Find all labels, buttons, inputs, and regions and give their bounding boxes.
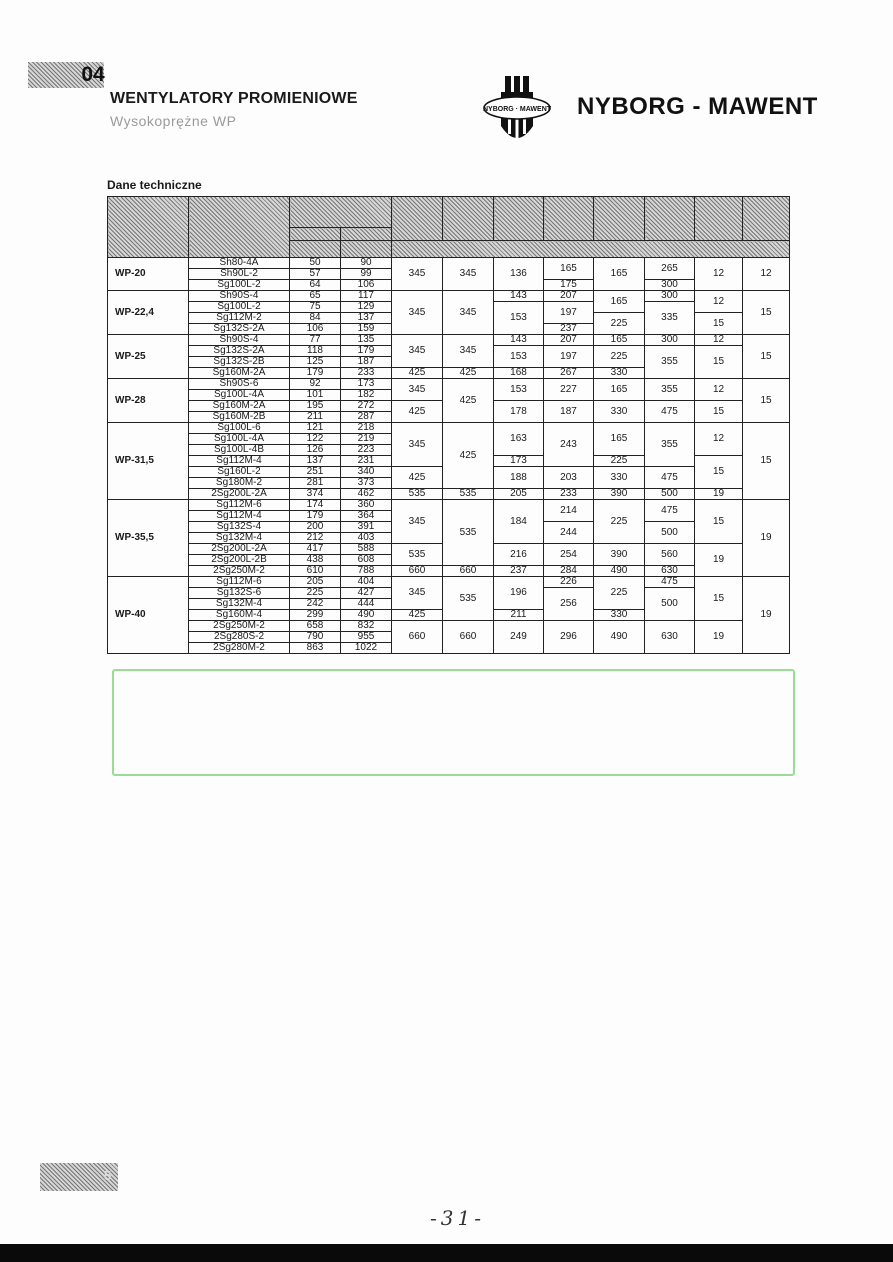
value-cell: 165 bbox=[594, 291, 645, 313]
value-cell: 300 bbox=[645, 280, 695, 291]
value-cell: 205 bbox=[494, 489, 544, 500]
motor-cell: Sg112M-6 bbox=[189, 500, 290, 511]
value-cell: 122 bbox=[290, 434, 341, 445]
header-cell bbox=[290, 241, 341, 258]
value-cell: 284 bbox=[544, 566, 594, 577]
model-cell: WP-25 bbox=[108, 335, 189, 379]
value-cell: 330 bbox=[594, 610, 645, 621]
value-cell: 281 bbox=[290, 478, 341, 489]
value-cell: 374 bbox=[290, 489, 341, 500]
svg-text:NYBORG · MAWENT: NYBORG · MAWENT bbox=[482, 106, 552, 113]
company-logo-icon bbox=[481, 74, 553, 150]
motor-cell: Sh90L-2 bbox=[189, 269, 290, 280]
value-cell: 355 bbox=[645, 423, 695, 467]
value-cell: 153 bbox=[494, 346, 544, 368]
value-cell: 184 bbox=[494, 500, 544, 544]
value-cell: 360 bbox=[341, 500, 392, 511]
value-cell: 212 bbox=[290, 533, 341, 544]
value-cell: 242 bbox=[290, 599, 341, 610]
value-cell: 117 bbox=[341, 291, 392, 302]
value-cell: 345 bbox=[392, 335, 443, 368]
value-cell: 218 bbox=[341, 423, 392, 434]
value-cell: 200 bbox=[290, 522, 341, 533]
value-cell: 159 bbox=[341, 324, 392, 335]
motor-cell: 2Sg200L-2A bbox=[189, 489, 290, 500]
motor-cell: Sh90S-4 bbox=[189, 291, 290, 302]
motor-cell: 2Sg280M-2 bbox=[189, 643, 290, 654]
motor-cell: Sg132S-6 bbox=[189, 588, 290, 599]
value-cell: 57 bbox=[290, 269, 341, 280]
value-cell: 660 bbox=[392, 566, 443, 577]
value-cell: 340 bbox=[341, 467, 392, 478]
model-cell: WP-40 bbox=[108, 577, 189, 654]
value-cell: 15 bbox=[743, 291, 790, 335]
header-cell bbox=[695, 197, 743, 241]
value-cell: 225 bbox=[594, 500, 645, 544]
motor-cell: 2Sg200L-2B bbox=[189, 555, 290, 566]
value-cell: 207 bbox=[544, 335, 594, 346]
value-cell: 660 bbox=[443, 566, 494, 577]
header-cell bbox=[290, 197, 392, 228]
motor-cell: Sg160M-2A bbox=[189, 401, 290, 412]
value-cell: 475 bbox=[645, 500, 695, 522]
value-cell: 99 bbox=[341, 269, 392, 280]
value-cell: 225 bbox=[594, 577, 645, 610]
value-cell: 216 bbox=[494, 544, 544, 566]
motor-cell: Sg132S-2B bbox=[189, 357, 290, 368]
value-cell: 196 bbox=[494, 577, 544, 610]
header-cell bbox=[392, 241, 790, 258]
table-row bbox=[108, 500, 790, 511]
header-cell bbox=[544, 197, 594, 241]
motor-cell: Sg112M-2 bbox=[189, 313, 290, 324]
header-cell bbox=[108, 197, 189, 258]
value-cell: 153 bbox=[494, 302, 544, 335]
value-cell: 427 bbox=[341, 588, 392, 599]
header-cell bbox=[189, 197, 290, 258]
value-cell: 403 bbox=[341, 533, 392, 544]
value-cell: 251 bbox=[290, 467, 341, 478]
value-cell: 12 bbox=[695, 335, 743, 346]
value-cell: 50 bbox=[290, 258, 341, 269]
value-cell: 355 bbox=[645, 346, 695, 379]
value-cell: 225 bbox=[594, 313, 645, 335]
value-cell: 174 bbox=[290, 500, 341, 511]
motor-cell: Sg100L-4A bbox=[189, 434, 290, 445]
value-cell: 267 bbox=[544, 368, 594, 379]
value-cell: 12 bbox=[695, 379, 743, 401]
value-cell: 254 bbox=[544, 544, 594, 566]
value-cell: 64 bbox=[290, 280, 341, 291]
value-cell: 19 bbox=[695, 489, 743, 500]
motor-cell: Sg160L-2 bbox=[189, 467, 290, 478]
scan-edge bbox=[0, 1244, 893, 1262]
header-cell bbox=[290, 228, 341, 241]
value-cell: 15 bbox=[695, 500, 743, 544]
motor-cell: Sg132M-4 bbox=[189, 533, 290, 544]
motor-cell: 2Sg280S-2 bbox=[189, 632, 290, 643]
value-cell: 15 bbox=[695, 577, 743, 621]
value-cell: 237 bbox=[494, 566, 544, 577]
value-cell: 330 bbox=[594, 401, 645, 423]
table-row bbox=[108, 489, 790, 500]
value-cell: 535 bbox=[392, 544, 443, 566]
value-cell: 165 bbox=[594, 423, 645, 456]
value-cell: 244 bbox=[544, 522, 594, 544]
header-cell bbox=[743, 197, 790, 241]
value-cell: 425 bbox=[392, 610, 443, 621]
value-cell: 390 bbox=[594, 489, 645, 500]
header-cell bbox=[443, 197, 494, 241]
value-cell: 225 bbox=[594, 346, 645, 368]
model-cell: WP-31,5 bbox=[108, 423, 189, 500]
motor-cell: Sg112M-4 bbox=[189, 511, 290, 522]
value-cell: 535 bbox=[443, 500, 494, 566]
value-cell: 345 bbox=[392, 258, 443, 291]
value-cell: 355 bbox=[645, 379, 695, 401]
motor-cell: 2Sg250M-2 bbox=[189, 566, 290, 577]
value-cell: 955 bbox=[341, 632, 392, 643]
value-cell: 788 bbox=[341, 566, 392, 577]
value-cell: 121 bbox=[290, 423, 341, 434]
value-cell: 214 bbox=[544, 500, 594, 522]
value-cell: 118 bbox=[290, 346, 341, 357]
value-cell: 345 bbox=[392, 379, 443, 401]
value-cell: 15 bbox=[695, 346, 743, 379]
value-cell: 77 bbox=[290, 335, 341, 346]
value-cell: 173 bbox=[341, 379, 392, 390]
value-cell: 345 bbox=[443, 258, 494, 291]
value-cell: 19 bbox=[695, 544, 743, 577]
value-cell: 233 bbox=[544, 489, 594, 500]
value-cell: 197 bbox=[544, 346, 594, 368]
value-cell: 296 bbox=[544, 621, 594, 654]
table-row bbox=[108, 577, 790, 588]
value-cell: 444 bbox=[341, 599, 392, 610]
value-cell: 490 bbox=[594, 621, 645, 654]
value-cell: 179 bbox=[290, 368, 341, 379]
header-cell bbox=[645, 197, 695, 241]
value-cell: 373 bbox=[341, 478, 392, 489]
value-cell: 560 bbox=[645, 544, 695, 566]
value-cell: 226 bbox=[544, 577, 594, 588]
model-cell: WP-28 bbox=[108, 379, 189, 423]
motor-cell: Sg100L-6 bbox=[189, 423, 290, 434]
value-cell: 535 bbox=[443, 489, 494, 500]
value-cell: 129 bbox=[341, 302, 392, 313]
motor-cell: Sh80-4A bbox=[189, 258, 290, 269]
value-cell: 500 bbox=[645, 522, 695, 544]
value-cell: 330 bbox=[594, 368, 645, 379]
table-row bbox=[108, 291, 790, 302]
value-cell: 364 bbox=[341, 511, 392, 522]
value-cell: 249 bbox=[494, 621, 544, 654]
motor-cell: Sg112M-4 bbox=[189, 456, 290, 467]
value-cell: 126 bbox=[290, 445, 341, 456]
model-cell: WP-22,4 bbox=[108, 291, 189, 335]
value-cell: 425 bbox=[443, 423, 494, 489]
value-cell: 106 bbox=[290, 324, 341, 335]
value-cell: 137 bbox=[341, 313, 392, 324]
value-cell: 15 bbox=[743, 335, 790, 379]
value-cell: 106 bbox=[341, 280, 392, 291]
value-cell: 535 bbox=[392, 489, 443, 500]
motor-cell: Sh90S-6 bbox=[189, 379, 290, 390]
value-cell: 490 bbox=[594, 566, 645, 577]
value-cell: 65 bbox=[290, 291, 341, 302]
motor-cell: 2Sg200L-2A bbox=[189, 544, 290, 555]
value-cell: 345 bbox=[392, 577, 443, 610]
value-cell: 92 bbox=[290, 379, 341, 390]
technical-data-table bbox=[107, 196, 790, 654]
value-cell: 462 bbox=[341, 489, 392, 500]
value-cell: 300 bbox=[645, 291, 695, 302]
motor-cell: 2Sg250M-2 bbox=[189, 621, 290, 632]
chapter-number: 04 bbox=[81, 63, 105, 86]
value-cell: 223 bbox=[341, 445, 392, 456]
value-cell: 660 bbox=[392, 621, 443, 654]
model-cell: WP-35,5 bbox=[108, 500, 189, 577]
value-cell: 490 bbox=[341, 610, 392, 621]
document-subtitle: Wysokoprężne WP bbox=[110, 113, 237, 129]
value-cell: 165 bbox=[544, 258, 594, 280]
value-cell: 15 bbox=[695, 313, 743, 335]
value-cell: 287 bbox=[341, 412, 392, 423]
value-cell: 205 bbox=[290, 577, 341, 588]
value-cell: 19 bbox=[743, 577, 790, 654]
value-cell: 153 bbox=[494, 379, 544, 401]
value-cell: 90 bbox=[341, 258, 392, 269]
motor-cell: Sg160M-2A bbox=[189, 368, 290, 379]
table-row bbox=[108, 621, 790, 632]
value-cell: 168 bbox=[494, 368, 544, 379]
motor-cell: Sg132S-2A bbox=[189, 324, 290, 335]
value-cell: 425 bbox=[392, 401, 443, 423]
value-cell: 390 bbox=[594, 544, 645, 566]
table-row bbox=[108, 258, 790, 269]
value-cell: 197 bbox=[544, 302, 594, 324]
value-cell: 165 bbox=[594, 335, 645, 346]
value-cell: 345 bbox=[392, 423, 443, 467]
value-cell: 404 bbox=[341, 577, 392, 588]
motor-cell: Sg132S-4 bbox=[189, 522, 290, 533]
value-cell: 500 bbox=[645, 489, 695, 500]
brand-name: NYBORG - MAWENT bbox=[577, 93, 818, 120]
value-cell: 15 bbox=[695, 456, 743, 489]
value-cell: 137 bbox=[290, 456, 341, 467]
value-cell: 219 bbox=[341, 434, 392, 445]
value-cell: 425 bbox=[443, 379, 494, 423]
motor-cell: Sg100L-2 bbox=[189, 280, 290, 291]
value-cell: 299 bbox=[290, 610, 341, 621]
value-cell: 425 bbox=[443, 368, 494, 379]
value-cell: 165 bbox=[594, 379, 645, 401]
motor-cell: Sg132M-4 bbox=[189, 599, 290, 610]
value-cell: 101 bbox=[290, 390, 341, 401]
value-cell: 15 bbox=[743, 423, 790, 500]
value-cell: 12 bbox=[743, 258, 790, 291]
value-cell: 658 bbox=[290, 621, 341, 632]
value-cell: 608 bbox=[341, 555, 392, 566]
motor-cell: Sh90S-4 bbox=[189, 335, 290, 346]
value-cell: 225 bbox=[594, 456, 645, 467]
header-cell bbox=[392, 197, 443, 241]
value-cell: 203 bbox=[544, 467, 594, 489]
value-cell: 500 bbox=[645, 588, 695, 621]
value-cell: 207 bbox=[544, 291, 594, 302]
value-cell: 84 bbox=[290, 313, 341, 324]
value-cell: 535 bbox=[443, 577, 494, 621]
value-cell: 863 bbox=[290, 643, 341, 654]
value-cell: 475 bbox=[645, 401, 695, 423]
value-cell: 233 bbox=[341, 368, 392, 379]
value-cell: 136 bbox=[494, 258, 544, 291]
value-cell: 163 bbox=[494, 423, 544, 456]
value-cell: 237 bbox=[544, 324, 594, 335]
value-cell: 475 bbox=[645, 467, 695, 489]
value-cell: 1022 bbox=[341, 643, 392, 654]
table-row bbox=[108, 335, 790, 346]
value-cell: 15 bbox=[743, 379, 790, 423]
value-cell: 330 bbox=[594, 467, 645, 489]
value-cell: 335 bbox=[645, 302, 695, 335]
value-cell: 135 bbox=[341, 335, 392, 346]
value-cell: 178 bbox=[494, 401, 544, 423]
value-cell: 143 bbox=[494, 291, 544, 302]
value-cell: 182 bbox=[341, 390, 392, 401]
value-cell: 12 bbox=[695, 423, 743, 456]
value-cell: 345 bbox=[392, 500, 443, 544]
value-cell: 417 bbox=[290, 544, 341, 555]
value-cell: 125 bbox=[290, 357, 341, 368]
value-cell: 345 bbox=[443, 335, 494, 368]
value-cell: 227 bbox=[544, 379, 594, 401]
value-cell: 425 bbox=[392, 368, 443, 379]
handwritten-page-number: -31- bbox=[430, 1206, 485, 1230]
wp40-highlight-box bbox=[112, 669, 795, 776]
value-cell: 179 bbox=[341, 346, 392, 357]
value-cell: 256 bbox=[544, 588, 594, 621]
motor-cell: Sg112M-6 bbox=[189, 577, 290, 588]
value-cell: 630 bbox=[645, 621, 695, 654]
value-cell: 610 bbox=[290, 566, 341, 577]
value-cell: 660 bbox=[443, 621, 494, 654]
value-cell: 12 bbox=[695, 258, 743, 291]
value-cell: 211 bbox=[290, 412, 341, 423]
value-cell: 630 bbox=[645, 566, 695, 577]
value-cell: 195 bbox=[290, 401, 341, 412]
value-cell: 187 bbox=[341, 357, 392, 368]
value-cell: 588 bbox=[341, 544, 392, 555]
value-cell: 187 bbox=[544, 401, 594, 423]
value-cell: 179 bbox=[290, 511, 341, 522]
value-cell: 175 bbox=[544, 280, 594, 291]
motor-cell: Sg180M-2 bbox=[189, 478, 290, 489]
value-cell: 832 bbox=[341, 621, 392, 632]
header-cell bbox=[494, 197, 544, 241]
value-cell: 265 bbox=[645, 258, 695, 280]
table-row bbox=[108, 379, 790, 390]
section-title: Dane techniczne bbox=[107, 178, 202, 192]
header-cell bbox=[341, 241, 392, 258]
value-cell: 173 bbox=[494, 456, 544, 467]
motor-cell: Sg100L-4B bbox=[189, 445, 290, 456]
value-cell: 225 bbox=[290, 588, 341, 599]
table-row bbox=[108, 566, 790, 577]
motor-cell: Sg100L-2 bbox=[189, 302, 290, 313]
value-cell: 425 bbox=[392, 467, 443, 489]
value-cell: 19 bbox=[743, 500, 790, 577]
footer-page-digit: 5 bbox=[104, 1168, 112, 1183]
value-cell: 475 bbox=[645, 577, 695, 588]
value-cell: 15 bbox=[695, 401, 743, 423]
value-cell: 345 bbox=[392, 291, 443, 335]
value-cell: 143 bbox=[494, 335, 544, 346]
motor-cell: Sg132S-2A bbox=[189, 346, 290, 357]
value-cell: 12 bbox=[695, 291, 743, 313]
value-cell: 188 bbox=[494, 467, 544, 489]
model-cell: WP-20 bbox=[108, 258, 189, 291]
header-cell bbox=[341, 228, 392, 241]
value-cell: 75 bbox=[290, 302, 341, 313]
motor-cell: Sg160M-4 bbox=[189, 610, 290, 621]
header-cell bbox=[594, 197, 645, 241]
value-cell: 345 bbox=[443, 291, 494, 335]
motor-cell: Sg160M-2B bbox=[189, 412, 290, 423]
value-cell: 19 bbox=[695, 621, 743, 654]
value-cell: 391 bbox=[341, 522, 392, 533]
value-cell: 243 bbox=[544, 423, 594, 467]
value-cell: 790 bbox=[290, 632, 341, 643]
value-cell: 211 bbox=[494, 610, 544, 621]
value-cell: 231 bbox=[341, 456, 392, 467]
motor-cell: Sg100L-4A bbox=[189, 390, 290, 401]
value-cell: 272 bbox=[341, 401, 392, 412]
value-cell: 438 bbox=[290, 555, 341, 566]
value-cell: 165 bbox=[594, 258, 645, 291]
table-row bbox=[108, 423, 790, 434]
value-cell: 300 bbox=[645, 335, 695, 346]
document-title: WENTYLATORY PROMIENIOWE bbox=[110, 90, 358, 107]
